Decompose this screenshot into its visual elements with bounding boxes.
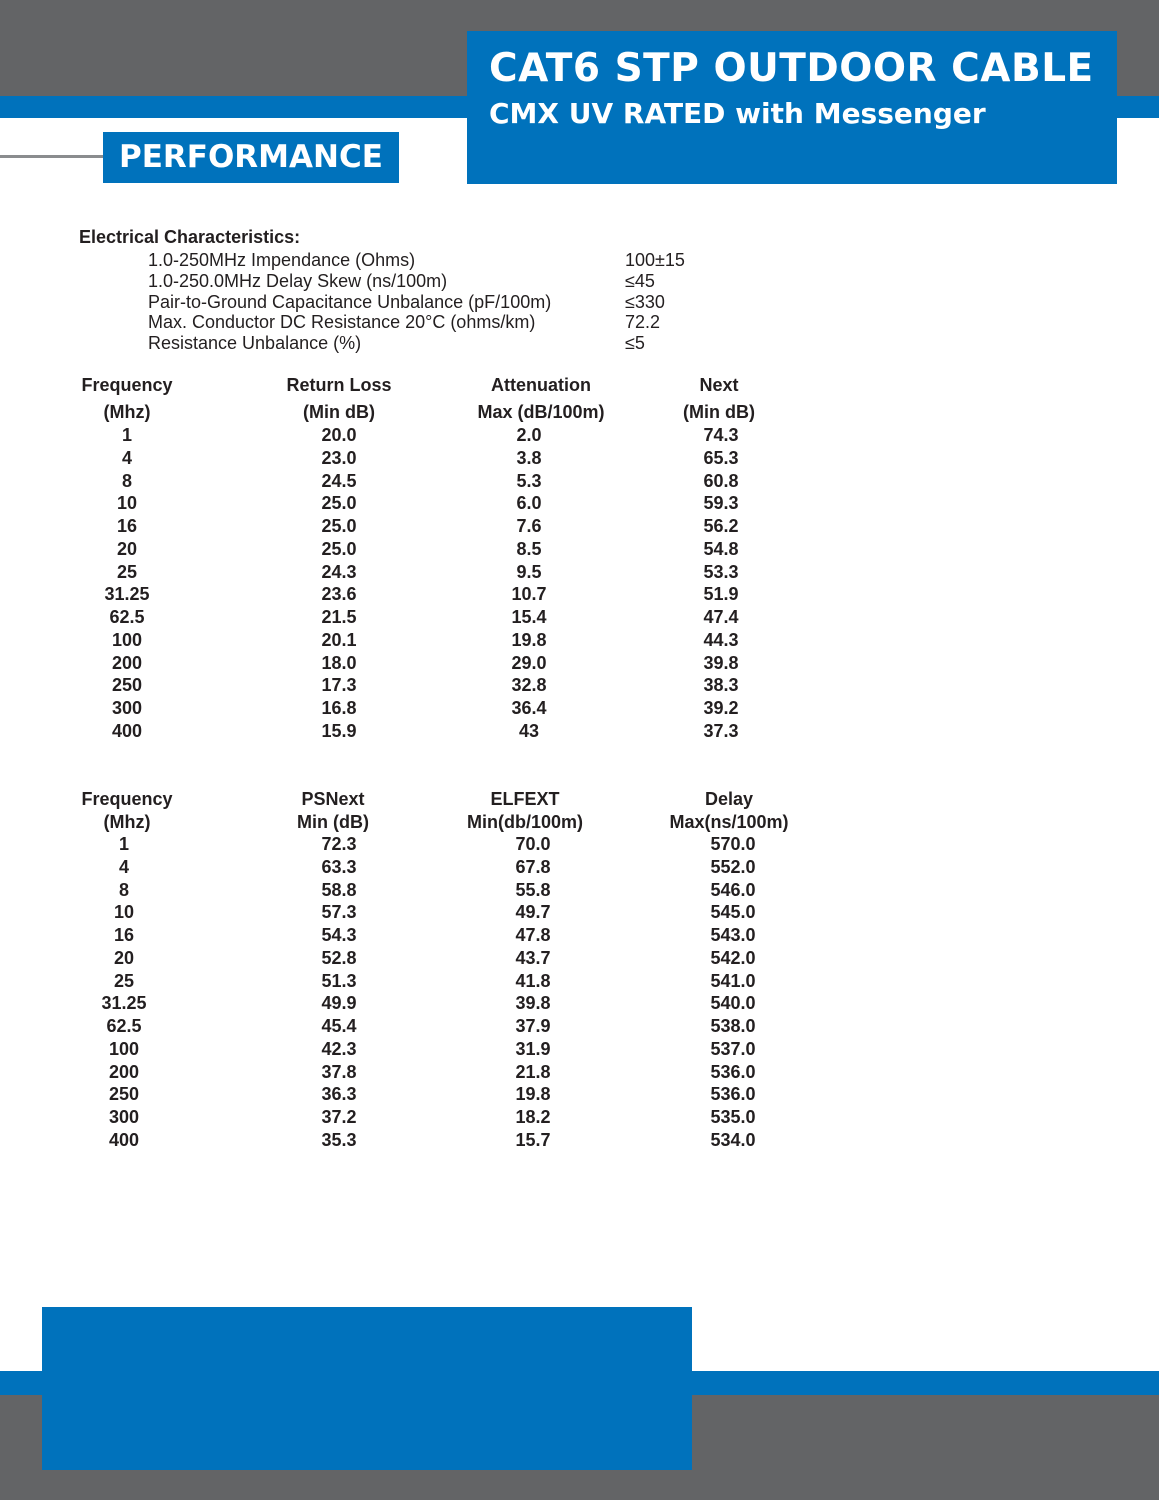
table-cell: 20 [116,538,138,559]
table-row [0,471,900,493]
table-row [0,993,900,1015]
column-header: ELFEXT [490,789,560,809]
table-cell: 36.4 [511,698,547,718]
table-row [0,607,900,629]
table-cell: 21.5 [321,607,357,627]
table-cell: 25.0 [321,538,357,559]
table-cell: 9.5 [516,561,542,582]
table-row [0,675,900,697]
electrical-label: Pair-to-Ground Capacitance Unbalance (pF/100m) [148,291,552,312]
table-cell: 7.6 [516,516,542,536]
table-cell: 47.4 [703,607,739,627]
electrical-label: Max. Conductor DC Resistance 20°C (ohms/km) [148,312,536,333]
table-cell: 8 [121,470,133,491]
electrical-row [0,312,900,333]
table-cell: 546.0 [710,879,756,900]
table-cell: 23.6 [321,584,357,605]
table-cell: 20.1 [321,629,357,650]
electrical-value: 100±15 [625,250,685,270]
electrical-value: ≤5 [625,333,645,354]
table-cell: 57.3 [321,902,357,923]
column-header: (Min dB) [303,402,375,422]
table-cell: 44.3 [703,629,739,650]
column-header: Attenuation [491,375,591,395]
electrical-row [0,333,900,354]
table-cell: 43.7 [515,947,551,968]
table-row [0,1039,900,1061]
table-row [0,448,900,470]
table-cell: 552.0 [710,856,756,877]
table-cell: 400 [111,720,143,741]
page-title: CAT6 STP OUTDOOR CABLE [489,46,1094,91]
table-cell: 18.0 [321,652,357,673]
table-cell: 1 [121,425,133,445]
table-cell: 400 [108,1129,140,1150]
table-cell: 37.9 [515,1016,551,1036]
table-cell: 15.7 [515,1129,551,1150]
table-cell: 25 [113,970,135,991]
table-cell: 49.9 [321,993,357,1014]
table-cell: 31.25 [101,993,147,1014]
table-cell: 200 [108,1061,140,1082]
table-cell: 16.8 [321,698,357,718]
table-cell: 36.3 [321,1084,357,1105]
table-cell: 51.9 [703,584,739,605]
table-cell: 25 [116,561,138,582]
table-row [0,1084,900,1106]
table-cell: 19.8 [511,629,547,650]
table-cell: 37.3 [703,720,739,741]
table-cell: 39.2 [703,698,739,718]
table-row [0,584,900,606]
table-row [0,562,900,584]
electrical-label: 1.0-250.0MHz Delay Skew (ns/100m) [148,270,448,291]
table-cell: 250 [108,1084,140,1105]
column-header: (Mhz) [103,402,151,422]
table-row [0,698,900,720]
page-subtitle: CMX UV RATED with Messenger [489,97,986,130]
table-cell: 70.0 [515,834,551,854]
table-cell: 23.0 [321,447,357,468]
column-header: (Min dB) [683,402,755,422]
table-row [0,925,900,947]
table-cell: 67.8 [515,856,551,877]
table-row [0,721,900,743]
table-cell: 43 [518,720,540,741]
table-cell: 250 [111,675,143,696]
column-header: Max (dB/100m) [477,402,605,422]
table-cell: 4 [118,856,130,877]
column-header: Return Loss [286,375,392,395]
table-cell: 24.5 [321,470,357,491]
column-header: PSNext [301,789,365,809]
table-cell: 536.0 [710,1061,756,1082]
table-cell: 1 [118,834,130,854]
table-row [0,1107,900,1129]
table-cell: 10 [113,902,135,923]
column-header: Max(ns/100m) [669,812,789,832]
table-cell: 51.3 [321,970,357,991]
table-row [0,880,900,902]
table-cell: 65.3 [703,447,739,468]
table-cell: 55.8 [515,879,551,900]
table-cell: 62.5 [106,1016,142,1036]
table-row [0,834,900,856]
table-cell: 541.0 [710,970,756,991]
table-cell: 540.0 [710,993,756,1014]
table-cell: 59.3 [703,493,739,514]
table-cell: 74.3 [703,425,739,445]
table-cell: 5.3 [516,470,542,491]
table-row [0,1016,900,1038]
column-header: (Mhz) [103,812,151,832]
table-cell: 62.5 [109,607,145,627]
table-cell: 15.4 [511,607,547,627]
table-cell: 63.3 [321,856,357,877]
table-cell: 35.3 [321,1129,357,1150]
electrical-label: Resistance Unbalance (%) [148,333,362,354]
column-header: Frequency [81,375,173,395]
table-cell: 58.8 [321,879,357,900]
table-cell: 19.8 [515,1084,551,1105]
table-cell: 21.8 [515,1061,551,1082]
table-row [0,857,900,879]
table-cell: 8 [118,879,130,900]
table-cell: 56.2 [703,516,739,536]
column-header: Min (dB) [297,812,369,832]
table-cell: 54.8 [703,538,739,559]
table-cell: 300 [108,1107,140,1127]
table-cell: 3.8 [516,447,542,468]
electrical-row [0,271,900,292]
table-cell: 535.0 [710,1107,756,1127]
table-cell: 54.3 [321,925,357,945]
table-cell: 10 [116,493,138,514]
table-cell: 37.8 [321,1061,357,1082]
table-cell: 537.0 [710,1038,756,1059]
column-header: Delay [704,789,754,809]
table-row [0,902,900,924]
table-row [0,948,900,970]
table-cell: 15.9 [321,720,357,741]
column-header: Next [699,375,739,395]
table-cell: 100 [108,1038,140,1059]
table-row [0,1130,900,1152]
table-row [0,653,900,675]
table-cell: 2.0 [516,425,542,445]
table-cell: 16 [116,516,138,536]
table-cell: 37.2 [321,1107,357,1127]
table-row [0,425,900,447]
table-cell: 200 [111,652,143,673]
table-cell: 20 [113,947,135,968]
table-cell: 32.8 [511,675,547,696]
table-cell: 25.0 [321,493,357,514]
table-cell: 31.25 [104,584,150,605]
electrical-value: ≤45 [625,270,655,291]
table-cell: 25.0 [321,516,357,536]
table-cell: 39.8 [703,652,739,673]
table-cell: 17.3 [321,675,357,696]
electrical-row [0,292,900,313]
table-cell: 24.3 [321,561,357,582]
table-cell: 538.0 [710,1016,756,1036]
table-cell: 53.3 [703,561,739,582]
electrical-heading: Electrical Characteristics: [79,227,301,247]
table-row [0,971,900,993]
table-cell: 8.5 [516,538,542,559]
table-row [0,539,900,561]
table-cell: 47.8 [515,925,551,945]
table-cell: 39.8 [515,993,551,1014]
table-cell: 570.0 [710,834,756,854]
table-cell: 100 [111,629,143,650]
table-row [0,493,900,515]
table-cell: 536.0 [710,1084,756,1105]
footer-blue-box [42,1307,692,1470]
table-cell: 49.7 [515,902,551,923]
column-header: Min(db/100m) [466,812,584,832]
table-cell: 543.0 [710,925,756,945]
table-cell: 31.9 [515,1038,551,1059]
table-row [0,630,900,652]
section-title: PERFORMANCE [119,139,383,175]
table-cell: 42.3 [321,1038,357,1059]
electrical-row [0,250,900,271]
electrical-value: 72.2 [625,312,661,333]
table-cell: 52.8 [321,947,357,968]
table-cell: 60.8 [703,470,739,491]
table-cell: 545.0 [710,902,756,923]
column-header: Frequency [81,789,173,809]
table-row [0,516,900,538]
table-cell: 300 [111,698,143,718]
table-cell: 534.0 [710,1129,756,1150]
electrical-label: 1.0-250MHz Impendance (Ohms) [148,250,416,270]
table-cell: 6.0 [516,493,542,514]
electrical-value: ≤330 [625,291,665,312]
table-row [0,1062,900,1084]
table-cell: 45.4 [321,1016,357,1036]
section-divider-line [0,155,104,158]
table-cell: 72.3 [321,834,357,854]
table-cell: 29.0 [511,652,547,673]
table-cell: 18.2 [515,1107,551,1127]
table-cell: 20.0 [321,425,357,445]
table-cell: 16 [113,925,135,945]
table-cell: 41.8 [515,970,551,991]
table-cell: 10.7 [511,584,547,605]
table-cell: 38.3 [703,675,739,696]
table-cell: 4 [121,447,133,468]
table-cell: 542.0 [710,947,756,968]
